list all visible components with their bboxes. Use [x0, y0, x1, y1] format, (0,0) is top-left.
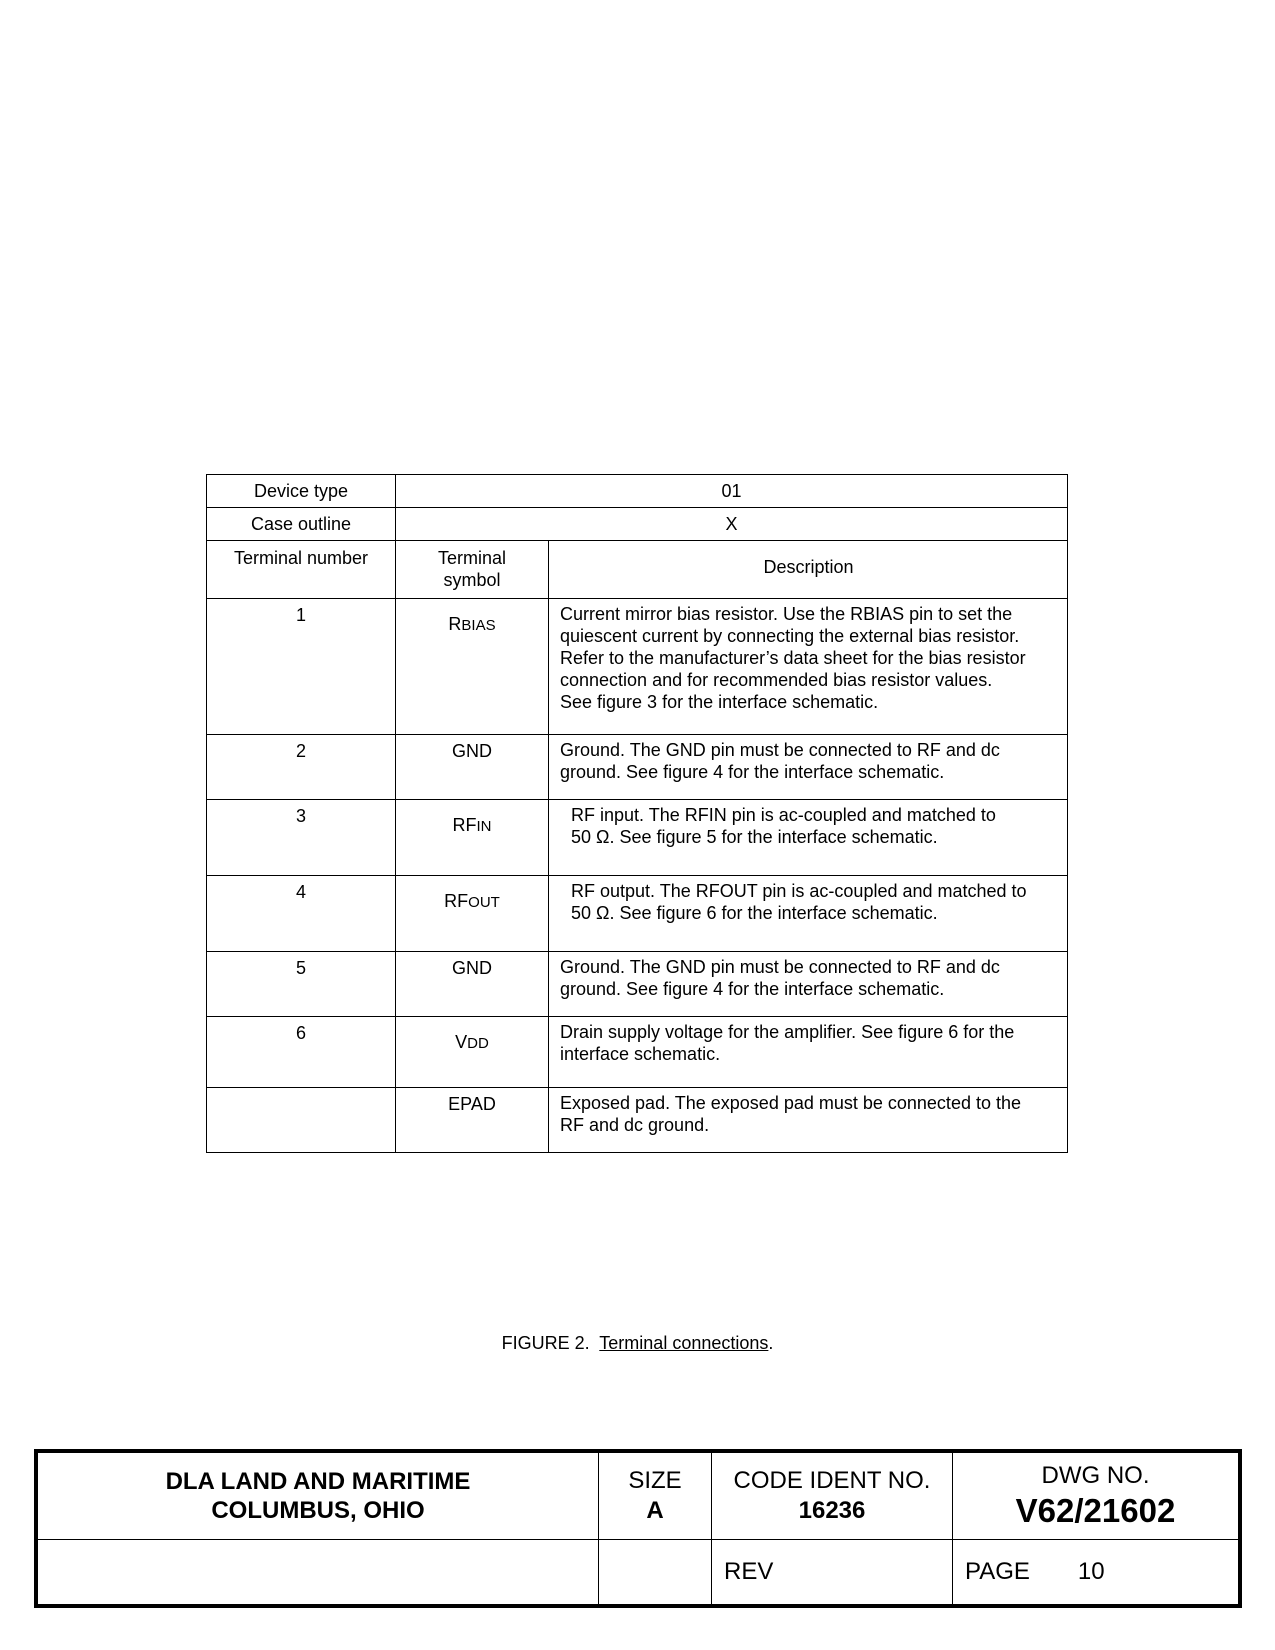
terminal-number: 6 — [207, 1017, 396, 1088]
description-line: interface schematic. — [560, 1044, 721, 1064]
description-line: RF input. The RFIN pin is ac-coupled and matched to — [571, 805, 996, 825]
description-line: Ground. The GND pin must be connected to RF and dc — [560, 957, 1000, 977]
terminal-symbol-header-line1: Terminal — [437, 548, 507, 568]
drawing-number-cell — [953, 1453, 1239, 1539]
description-line: 50 Ω. See figure 6 for the interface schematic. — [571, 903, 938, 923]
table-row — [207, 735, 1068, 800]
blank-cell — [599, 1539, 712, 1604]
description-line: Exposed pad. The exposed pad must be connected to the — [560, 1093, 1021, 1113]
case-outline-row — [207, 508, 1068, 541]
terminal-number-header: Terminal number — [207, 541, 396, 599]
code-ident-value: 16236 — [798, 1496, 866, 1524]
device-type-row — [207, 475, 1068, 508]
figure-caption-suffix: . — [768, 1333, 774, 1353]
description-line: 50 Ω. See figure 5 for the interface schematic. — [571, 827, 938, 847]
description-line: RF output. The RFOUT pin is ac-coupled and matched to — [571, 881, 1027, 901]
device-type-label: Device type — [207, 475, 396, 508]
terminal-symbol-main: RF — [444, 891, 469, 911]
terminal-number: 3 — [207, 800, 396, 876]
terminal-number — [207, 1088, 396, 1153]
column-header-row — [207, 541, 1068, 599]
page-cell — [953, 1539, 1239, 1604]
terminal-number: 4 — [207, 876, 396, 952]
terminal-description — [549, 599, 1068, 735]
description-line: ground. See figure 4 for the interface schematic. — [560, 979, 945, 999]
organization-line2: COLUMBUS, OHIO — [211, 1496, 425, 1524]
title-block — [34, 1449, 1242, 1608]
description-line: connection and for recommended bias resistor values. — [560, 670, 993, 690]
terminal-symbol-header-line2: symbol — [443, 570, 501, 590]
table-row — [207, 876, 1068, 952]
figure-caption — [0, 1333, 1275, 1354]
table-row — [207, 800, 1068, 876]
terminal-symbol — [396, 876, 549, 952]
terminal-symbol-main: EPAD — [448, 1094, 496, 1114]
terminal-number: 5 — [207, 952, 396, 1017]
description-line: quiescent current by connecting the external bias resistor. — [560, 626, 1020, 646]
device-type-value: 01 — [396, 475, 1068, 508]
terminal-symbol-main: V — [455, 1032, 468, 1052]
table-row — [207, 599, 1068, 735]
terminal-symbol — [396, 1017, 549, 1088]
terminal-description — [549, 1017, 1068, 1088]
table-row — [207, 1017, 1068, 1088]
terminal-symbol-sub: OUT — [468, 894, 500, 911]
case-outline-label: Case outline — [207, 508, 396, 541]
terminal-number: 1 — [207, 599, 396, 735]
page-number: 10 — [1077, 1557, 1105, 1585]
terminal-number: 2 — [207, 735, 396, 800]
terminal-description — [549, 800, 1068, 876]
terminal-symbol-sub: IN — [476, 818, 492, 835]
blank-cell — [38, 1539, 599, 1604]
terminal-description — [549, 952, 1068, 1017]
description-line: Ground. The GND pin must be connected to RF and dc — [560, 740, 1000, 760]
drawing-number-value: V62/21602 — [1015, 1491, 1176, 1529]
description-line: Drain supply voltage for the amplifier. See figure 6 for the — [560, 1022, 1015, 1042]
rev-cell — [712, 1539, 953, 1604]
terminal-symbol — [396, 1088, 549, 1153]
organization-cell — [38, 1453, 599, 1539]
terminal-symbol — [396, 599, 549, 735]
table-row — [207, 1088, 1068, 1153]
terminal-symbol-main: RF — [452, 815, 477, 835]
description-line: ground. See figure 4 for the interface schematic. — [560, 762, 945, 782]
terminal-symbol-main: GND — [452, 958, 492, 978]
terminal-description — [549, 735, 1068, 800]
organization-line1: DLA LAND AND MARITIME — [165, 1467, 471, 1495]
code-ident-label: CODE IDENT NO. — [733, 1466, 931, 1494]
size-label: SIZE — [628, 1466, 682, 1494]
terminal-symbol-sub: DD — [467, 1035, 489, 1052]
terminal-description — [549, 1088, 1068, 1153]
size-cell — [599, 1453, 712, 1539]
terminal-symbol-main: R — [448, 614, 462, 634]
description-line: Refer to the manufacturer’s data sheet for the bias resistor — [560, 648, 1026, 668]
terminal-symbol — [396, 952, 549, 1017]
terminal-symbol-sub: BIAS — [461, 617, 496, 634]
terminal-symbol-header — [396, 541, 549, 599]
figure-caption-title: Terminal connections — [599, 1333, 769, 1353]
terminal-symbol-main: GND — [452, 741, 492, 761]
code-ident-cell — [712, 1453, 953, 1539]
table-row — [207, 952, 1068, 1017]
description-line: RF and dc ground. — [560, 1115, 710, 1135]
drawing-number-label: DWG NO. — [1041, 1461, 1150, 1489]
case-outline-value: X — [396, 508, 1068, 541]
terminal-connections-table — [206, 474, 1068, 1153]
terminal-description — [549, 876, 1068, 952]
size-value: A — [646, 1496, 664, 1524]
description-line: Current mirror bias resistor. Use the RBIAS pin to set the — [560, 604, 1013, 624]
figure-caption-prefix: FIGURE 2. — [501, 1333, 590, 1353]
terminal-symbol — [396, 735, 549, 800]
rev-label: REV — [724, 1557, 774, 1585]
page-label: PAGE — [965, 1557, 1030, 1585]
description-header: Description — [549, 541, 1068, 599]
description-line: See figure 3 for the interface schematic. — [560, 692, 879, 712]
terminal-symbol — [396, 800, 549, 876]
